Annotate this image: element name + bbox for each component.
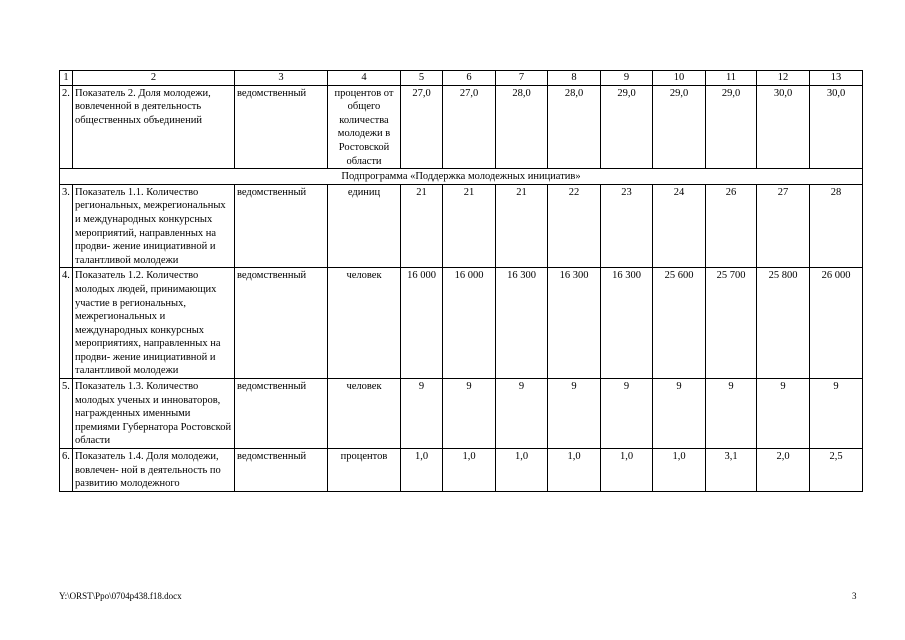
row-number: 6. bbox=[60, 449, 73, 492]
column-number-row bbox=[60, 71, 863, 86]
year-value: 25 800 bbox=[757, 268, 810, 379]
year-value: 29,0 bbox=[601, 85, 653, 169]
year-value: 21 bbox=[496, 184, 548, 268]
unit-of-measure: процентов от общего количества молодежи в Ростовской области bbox=[328, 85, 401, 169]
row-number: 4. bbox=[60, 268, 73, 379]
column-number: 12 bbox=[757, 71, 810, 86]
year-value: 27,0 bbox=[401, 85, 443, 169]
indicator-type: ведомственный bbox=[235, 379, 328, 449]
year-value: 2,0 bbox=[757, 449, 810, 492]
year-value: 28,0 bbox=[548, 85, 601, 169]
year-value: 1,0 bbox=[401, 449, 443, 492]
column-number: 6 bbox=[443, 71, 496, 86]
indicator-type: ведомственный bbox=[235, 449, 328, 492]
year-value: 9 bbox=[810, 379, 863, 449]
year-value: 25 700 bbox=[706, 268, 757, 379]
year-value: 27 bbox=[757, 184, 810, 268]
row-number: 5. bbox=[60, 379, 73, 449]
indicator-row bbox=[60, 184, 863, 268]
column-number: 9 bbox=[601, 71, 653, 86]
year-value: 9 bbox=[706, 379, 757, 449]
unit-of-measure: человек bbox=[328, 379, 401, 449]
column-number: 8 bbox=[548, 71, 601, 86]
unit-of-measure: человек bbox=[328, 268, 401, 379]
year-value: 22 bbox=[548, 184, 601, 268]
column-number: 13 bbox=[810, 71, 863, 86]
year-value: 28 bbox=[810, 184, 863, 268]
indicator-name: Показатель 1.2. Количество молодых людей, принимающих участие в региональных, межрегиональных и международных конкурсных мероприятиях, направленных на продви- жение инициативной и талантливой молодежи bbox=[73, 268, 235, 379]
indicator-name: Показатель 2. Доля молодежи, вовлеченной в деятельность общественных объединений bbox=[73, 85, 235, 169]
year-value: 30,0 bbox=[757, 85, 810, 169]
year-value: 9 bbox=[443, 379, 496, 449]
year-value: 3,1 bbox=[706, 449, 757, 492]
indicator-name: Показатель 1.3. Количество молодых ученых и инноваторов, награжденных именными премиями Губернатора Ростовской области bbox=[73, 379, 235, 449]
indicator-type: ведомственный bbox=[235, 85, 328, 169]
unit-of-measure: процентов bbox=[328, 449, 401, 492]
year-value: 26 bbox=[706, 184, 757, 268]
indicator-row bbox=[60, 449, 863, 492]
year-value: 27,0 bbox=[443, 85, 496, 169]
year-value: 16 300 bbox=[548, 268, 601, 379]
year-value: 29,0 bbox=[706, 85, 757, 169]
year-value: 1,0 bbox=[496, 449, 548, 492]
indicator-name: Показатель 1.1. Количество региональных, межрегиональных и международных конкурсных мероприятий, направленных на продви- жение инициативной и талантливой молодежи bbox=[73, 184, 235, 268]
year-value: 9 bbox=[601, 379, 653, 449]
year-value: 9 bbox=[548, 379, 601, 449]
indicator-row bbox=[60, 85, 863, 169]
year-value: 16 000 bbox=[443, 268, 496, 379]
year-value: 24 bbox=[653, 184, 706, 268]
year-value: 2,5 bbox=[810, 449, 863, 492]
year-value: 16 300 bbox=[496, 268, 548, 379]
subprogram-row bbox=[60, 169, 863, 185]
year-value: 9 bbox=[653, 379, 706, 449]
column-number: 1 bbox=[60, 71, 73, 86]
indicator-type: ведомственный bbox=[235, 268, 328, 379]
year-value: 9 bbox=[496, 379, 548, 449]
page-number: 3 bbox=[852, 591, 857, 601]
column-number: 7 bbox=[496, 71, 548, 86]
unit-of-measure: единиц bbox=[328, 184, 401, 268]
column-number: 3 bbox=[235, 71, 328, 86]
column-number: 11 bbox=[706, 71, 757, 86]
indicator-name: Показатель 1.4. Доля молодежи, вовлечен- ной в деятельность по развитию молодежного bbox=[73, 449, 235, 492]
indicator-row bbox=[60, 379, 863, 449]
year-value: 16 300 bbox=[601, 268, 653, 379]
year-value: 26 000 bbox=[810, 268, 863, 379]
table-body bbox=[60, 71, 863, 492]
year-value: 30,0 bbox=[810, 85, 863, 169]
year-value: 25 600 bbox=[653, 268, 706, 379]
year-value: 16 000 bbox=[401, 268, 443, 379]
year-value: 29,0 bbox=[653, 85, 706, 169]
indicator-row bbox=[60, 268, 863, 379]
row-number: 3. bbox=[60, 184, 73, 268]
year-value: 1,0 bbox=[548, 449, 601, 492]
year-value: 1,0 bbox=[653, 449, 706, 492]
year-value: 21 bbox=[443, 184, 496, 268]
year-value: 28,0 bbox=[496, 85, 548, 169]
year-value: 1,0 bbox=[601, 449, 653, 492]
column-number: 4 bbox=[328, 71, 401, 86]
year-value: 23 bbox=[601, 184, 653, 268]
indicators-table bbox=[59, 70, 863, 492]
indicator-type: ведомственный bbox=[235, 184, 328, 268]
year-value: 9 bbox=[757, 379, 810, 449]
year-value: 21 bbox=[401, 184, 443, 268]
column-number: 5 bbox=[401, 71, 443, 86]
row-number: 2. bbox=[60, 85, 73, 169]
file-path: Y:\ORST\Ppo\0704p438.f18.docx bbox=[59, 591, 182, 601]
column-number: 2 bbox=[73, 71, 235, 86]
year-value: 1,0 bbox=[443, 449, 496, 492]
year-value: 9 bbox=[401, 379, 443, 449]
subprogram-title: Подпрограмма «Поддержка молодежных инициатив» bbox=[60, 169, 863, 185]
column-number: 10 bbox=[653, 71, 706, 86]
